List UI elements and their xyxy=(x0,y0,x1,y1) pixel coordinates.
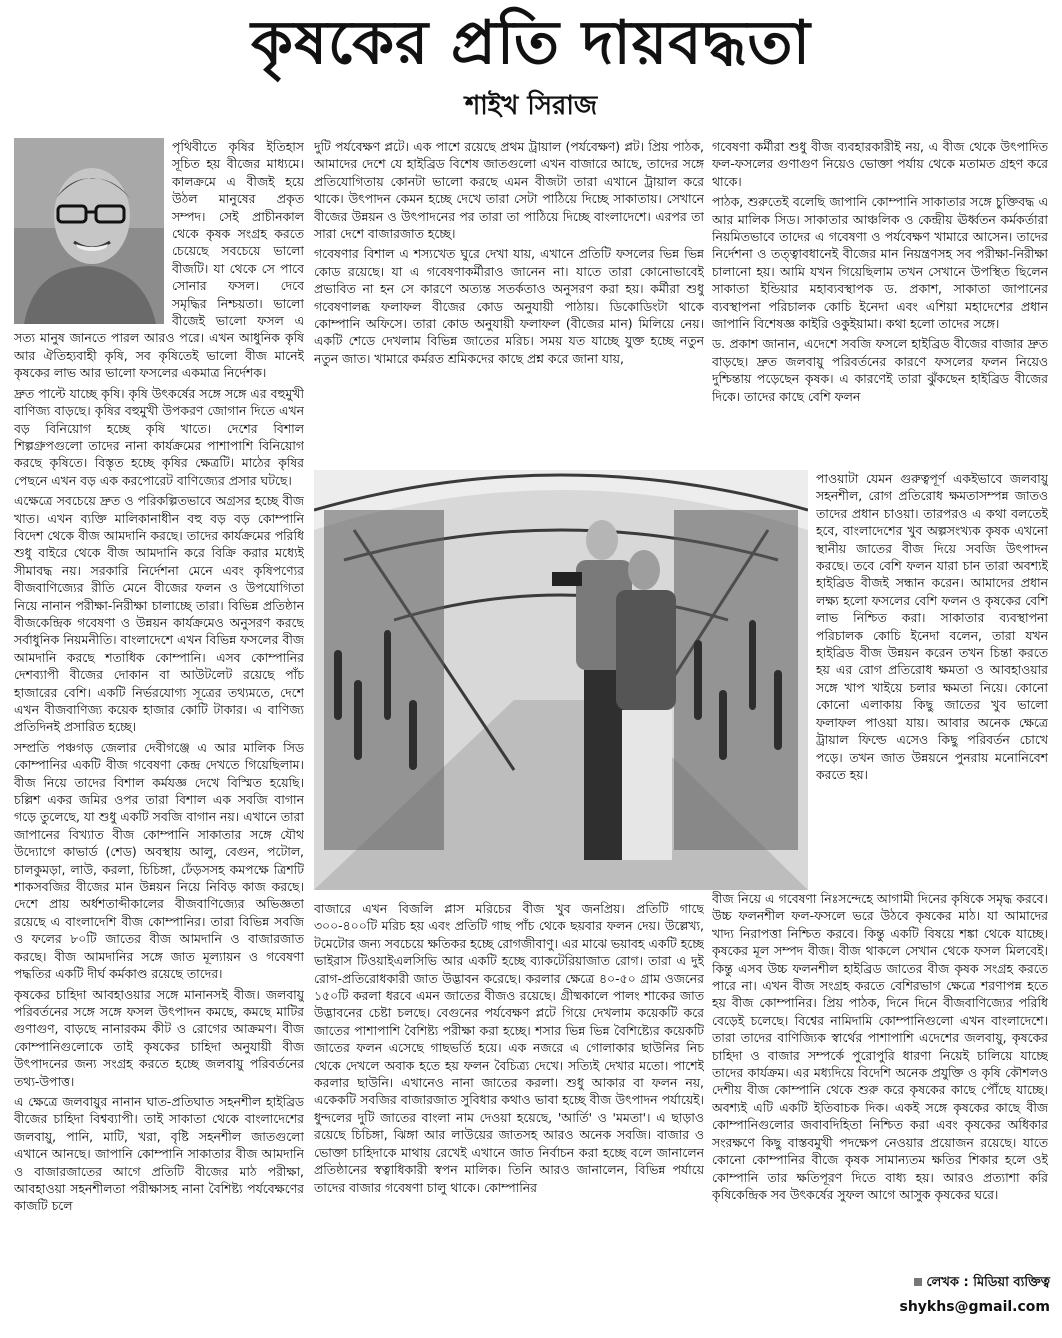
column-2-bottom xyxy=(314,900,704,1320)
column-3-bottom xyxy=(712,890,1048,1270)
col2-paragraph: দুটি পর্যবেক্ষণ প্লটে। এক পাশে রয়েছে প্রথম ট্রায়াল (পর্যবেক্ষণ) প্লট। প্রিয় পাঠক, আমাদের দেশে যে হাইব্রিড বিশেষ জাতগুলো এখন বাজারে আছে, তাদের সঙ্গে প্রতিযোগিতায় কোনটা ভালো করছে এমন বীজটা তারা এখানে ট্রায়াল করে থাকে। উৎপাদন কেমন হচ্ছে দেখে তারা সেটা পাঠিয়ে দিচ্ছে সাকাতায়। সেখানে বীজের উন্নয়ন ও উৎপাদনের পর তারা তা পাঠিয়ে দিচ্ছে বাংলাদেশে। এরপর তা সারা দেশে বাজারজাত হচ্ছে। xyxy=(314,139,704,242)
col3b-paragraph: পাওয়াটা যেমন গুরুত্বপূর্ণ একইভাবে জলবায়ু সহনশীল, রোগ প্রতিরোধ ক্ষমতাসম্পন্ন জাতও তাদের প্রধান চাওয়া। তারপরও এ কথা বলতেই হবে, বাংলাদেশের খুব অল্পসংখ্যক কৃষক এখনো স্থানীয় জাতের বীজ দিয়ে সবজি উৎপাদন করছে। তবে বেশি ফলন যারা চান তারা অবশ্যই হাইব্রিড বীজই সন্ধান করেন। আমাদের প্রধান লক্ষ্য হলো ফসলের বেশি ফলন ও কৃষকের বেশি লাভ নিশ্চিত করা। সাকাতার ব্যবস্থাপনা পরিচালক কোচি ইনেদা বলেন, তারা যখন হাইব্রিড বীজ উন্নয়ন করেন তখন চিন্তা করতে হয় এর রোগ প্রতিরোধ ক্ষমতা ও আবহাওয়ার সঙ্গে খাপ খাইয়ে চলার ক্ষমতা নিয়ে। কোনো কোনো এলাকায় কিছু জাতের খুব ভালো ফলাফল পাওয়া যায়। আবার অনেক ক্ষেত্রে ট্রায়াল ফিল্ডে এসেও কিছু পরিবর্তন চোখে পড়ে। তখন জাত উন্নয়নে পুনরায় মনোনিবেশ করতে হয়। xyxy=(816,471,1048,782)
col1-paragraph: দ্রুত পাল্টে যাচ্ছে কৃষি। কৃষি উৎকর্ষের সঙ্গে সঙ্গে এর বহুমুখী বাণিজ্য বাড়ছে। কৃষির বহুমুখী উপকরণ জোগান দিতে এখন বড় বিনিয়োগ হচ্ছে কৃষি খাতে। দেশের বিশাল শিল্পগ্রুপগুলো তাদের নানা কার্যক্রমের পাশাপাশি বিনিয়োগ করছে কৃষিতে। বিস্তৃত হচ্ছে কৃষির ক্ষেত্রটি। মাঠের কৃষির পেছনে এখন বড় এক করপোরেট বাণিজ্যের প্রসার ঘটছে। xyxy=(14,385,304,488)
col3-paragraph: ড. প্রকাশ জানান, এদেশে সবজি ফসলে হাইব্রিড বীজের বাজার দ্রুত বাড়ছে। দ্রুত জলবায়ু পরিবর্তনের কারণে ফসলের ফলন নিয়েও দুশ্চিন্তায় পড়েছেন কৃষক। এ কারণেই তারা ঝুঁকছেন হাইব্রিড বীজের দিকে। তাদের কাছে বেশি ফলন xyxy=(712,336,1048,404)
col3-paragraph: গবেষণা কর্মীরা শুধু বীজ ব্যবহারকারীই নয়, এ বীজ থেকে উৎপাদিত ফল-ফসলের গুণাগুণ নিয়েও ভোক্তা পর্যায় থেকে মতামত গ্রহণ করে থাকে। xyxy=(712,139,1048,189)
col4-paragraph: বীজ নিয়ে এ গবেষণা নিঃসন্দেহে আগামী দিনের কৃষিকে সমৃদ্ধ করবে। উচ্চ ফলনশীল ফল-ফসলে ভরে উঠবে কৃষকের মাঠ। যা আমাদের খাদ্য নিরাপত্তা নিশ্চিত করবে। কিন্তু একটি বিষয়ে শঙ্কা থেকে যাচ্ছে। কৃষকের মূল সম্পদ বীজ। বীজ থাকলে সেখান থেকে ফসল মিলবেই। কিন্তু এসব উচ্চ ফলনশীল হাইব্রিড জাতের বীজ কৃষক সংগ্রহ করতে পারে না। এখন বীজ সংগ্রহ করতে বেশিরভাগ ক্ষেত্রে শরণাপন্ন হতে হয় বীজ কোম্পানির। প্রিয় পাঠক, দিনে দিনে বীজবাণিজ্যের পরিধি বেড়েই চলেছে। বিশ্বের নামিদামি কোম্পানিগুলো এখন বাংলাদেশে। তারা তাদের বাণিজ্যিক স্বার্থের পাশাপাশি এদেশের জলবায়ু, কৃষকের চাহিদা ও বাজার সম্পর্কে পুরোপুরি ধারণা নিয়েই চালিয়ে যাচ্ছে তাদের কার্যক্রম। এর মধ্যদিয়ে বিদেশি অনেক প্রযুক্তি ও কৃষি কৌশলও দেশীয় বীজ কোম্পানি থেকে শুরু করে কৃষকের কাছে পৌঁছে যাচ্ছে। অবশ্যই এটি একটি ইতিবাচক দিক। একই সঙ্গে কৃষকের কাছে বীজ কোম্পানিগুলোর জবাবদিহিতা নিশ্চিত করা এবং কৃষকের অধিকার সংরক্ষণে কিছু বাস্তবমুখী পদক্ষেপ নেওয়ার প্রয়োজন রয়েছে। যাতে কোনো কোম্পানির বীজে কৃষক সামান্যতম ক্ষতির শিকার হলে ওই কোম্পানি তার ক্ষতিপূরণ দিতে বাধ্য হয়। আরও প্রত্যাশা করি কৃষিকেন্দ্রিক সব উৎকর্ষের সুফল আগে আসুক কৃষকের ঘরে। xyxy=(712,891,1048,1202)
signature-text: লেখক : মিডিয়া ব্যক্তিত্ব xyxy=(926,1275,1050,1290)
author-portrait xyxy=(14,138,164,324)
col2-paragraph: গবেষণার বিশাল এ শস্যখেত ঘুরে দেখা যায়, এখানে প্রতিটি ফসলের ভিন্ন ভিন্ন কোড রয়েছে। যা এ গবেষণাকর্মীরাও জানেন না। যাতে তারা কোনোভাবেই প্রভাবিত না হন সে কারণে অত্যন্ত সতর্কতাও অনুসরণ করা হয়। কর্মীরা শুধু গবেষণালব্ধ ফলাফল বীজের কোড অনুযায়ী পাঠায়। ডিকোডিংটা থাকে কোম্পানি অফিসে। তারা কোড অনুযায়ী ফলাফল (বীজের মান) মিলিয়ে নেয়। একটি শেডে দেখলাম বিভিন্ন জাতের মরিচ। সময় যত যাচ্ছে যুক্ত হচ্ছে নতুন নতুন জাত। খামারে কর্মরত শ্রমিকদের কাছে প্রশ্ন করে জানা যায়, xyxy=(314,246,704,366)
column-3-top xyxy=(712,138,1048,468)
greenhouse-photo xyxy=(314,470,808,890)
author-email: shykhs@gmail.com xyxy=(899,1299,1050,1315)
column-1 xyxy=(14,138,304,1318)
col1-paragraph: সম্প্রতি পঞ্চগড় জেলার দেবীগঞ্জে এ আর মালিক সিড কোম্পানির একটি বীজ গবেষণা কেন্দ্র দেখতে গিয়েছিলাম। বীজ নিয়ে তাদের বিশাল কর্মযজ্ঞ দেখে বিস্মিত হয়েছি। চল্লিশ একর জমির ওপর তারা বিশাল এক সবজি বাগান গড়ে তুলেছে, যা শুধু একটি সবজি বাগান নয়। এখানে তারা জাপানের বিখ্যাত বীজ কোম্পানি সাকাতার সঙ্গে যৌথ উদ্যোগে কাভার্ড (শেড) অবস্থায় আলু, বেগুন, পটোল, চালকুমড়া, লাউ, করলা, চিচিঙ্গা, ঢেঁড়সসহ কমপক্ষে ত্রিশটি শাকসবজির বীজের মান উন্নয়ন নিয়ে নিবিড় কাজ করছে। দেশে প্রায় অর্ধশতাব্দীকালের বীজবাণিজ্যের অভিজ্ঞতা রয়েছে এ বাংলাদেশি বীজ কোম্পানির। তারা বিভিন্ন সবজি ও ফলের ৮০টি জাতের বীজ আমদানি ও বাজারজাত করছে। বীজ আমদানির সঙ্গে জাত মূল্যায়ন ও গবেষণা পদ্ধতির একটি দীর্ঘ কর্মকাণ্ড রয়েছে তাদের। xyxy=(14,739,304,982)
bullet-square-icon xyxy=(914,1278,922,1286)
author-signature xyxy=(870,1274,1050,1292)
portrait-image xyxy=(14,138,164,324)
column-3-middle xyxy=(816,470,1048,890)
col3-paragraph: পাঠক, শুরুতেই বলেছি জাপানি কোম্পানি সাকাতার সঙ্গে চুক্তিবদ্ধ এ আর মালিক সিড। সাকাতার আঞ্চলিক ও কেন্দ্রীয় ঊর্ধ্বতন কর্মকর্তারা নিয়মিতভাবে তাদের এ গবেষণা ও পর্যবেক্ষণ খামারে আসেন। তাদের নির্দেশনা ও তত্ত্বাবধানেই বীজের মান নিয়ন্ত্রণসহ সব পরীক্ষা-নিরীক্ষা চালানো হয়। আমি যখন গিয়েছিলাম তখন সেখানে উপস্থিত ছিলেন সাকাতা ইন্ডিয়ার মহাব্যবস্থাপক ড. প্রকাশ, সাকাতা জাপানের ব্যবস্থাপনা পরিচালক কোচি ইনেদা এবং এশিয়া মহাদেশের প্রধান জাপানি বিশেষজ্ঞ কাইরি ওকুইয়ামা। কথা হলো তাদের সঙ্গে। xyxy=(712,194,1048,332)
article-title: কৃষকের প্রতি দায়বদ্ধতা xyxy=(251,8,811,78)
column-2-top xyxy=(314,138,704,468)
col1-paragraph: এ ক্ষেত্রে জলবায়ুর নানান ঘাত-প্রতিঘাত সহনশীল হাইব্রিড বীজের চাহিদা বিশ্বব্যাপী। তাই সাকাতা থেকে বাংলাদেশের জলবায়ু, পানি, মাটি, খরা, বৃষ্টি সহনশীল জাতগুলো এখানে আনছে। জাপানি কোম্পানি সাকাতার বীজ আমদানি ও বাজারজাতের আগে প্রতিটি বীজের মাঠ পরীক্ষা, আবহাওয়া সহনশীলতা পরীক্ষাসহ নানা বৈশিষ্ট্য পর্যবেক্ষণের কাজটি চলে xyxy=(14,1093,304,1214)
col1-paragraph: পৃথিবীতে কৃষির ইতিহাস সূচিত হয় বীজের মাধ্যমে। কালক্রমে এ বীজই হয়ে উঠল মানুষের প্রকৃত সম্পদ। সেই প্রাচীনকাল থেকে কৃষক সংগ্রহ করতে চেয়েছে সবচেয়ে ভালো বীজটি। যা থেকে সে পাবে সোনার ফসল। দেবে সমৃদ্ধির নিশ্চয়তা। ভালো বীজেই ভালো ফসল এ সত্য মানুষ জানতে পারল আরও পরে। এখন আধুনিক কৃষি আর ঐতিহ্যবাহী কৃষি, সব কৃষিতেই ভালো বীজ মানেই কৃষকের লাভ আর ভালো ফসলের একমাত্র নির্দেশক। xyxy=(14,139,304,381)
col2b-paragraph: বাজারে এখন বিজলি প্লাস মরিচের বীজ খুব জনপ্রিয়। প্রতিটি গাছে ৩০০-৪০০টি মরিচ হয় এবং প্রতিটি গাছ পাঁচ থেকে ছয়বার ফলন দেয়। উল্লেখ্য, টমেটোর জন্য সবচেয়ে ক্ষতিকর হচ্ছে রোগজীবাণু। এর মাঝে ভয়াবহ একটি হচ্ছে ভাইরাস টিওয়াইএলসিভি আর একটি হচ্ছে ব্যাকটেরিয়াজাত রোগ। তারা এ দুই রোগ-প্রতিরোধকারী জাত উদ্ভাবন করেছে। করলার ক্ষেত্রে ৪০-৫০ গ্রাম ওজনের ১৫০টি করলা ধরবে এমন জাতের বীজও রয়েছে। গ্রীষ্মকালে পালং শাকের জাত উদ্ভাবনের চেষ্টা চলছে। বেগুনের পর্যবেক্ষণ প্লটে গিয়ে দেখলাম কয়েকটি করে জাতের পাশাপাশি বৈশিষ্ট্য পরীক্ষা করা হচ্ছে। শসার ভিন্ন ভিন্ন বৈশিষ্ট্যের কয়েকটি জাতের ফলন এসেছে গাছভর্তি হয়ে। এক নজরে এ গোলাকার ছাউনির নিচ থেকে দেখলে অবাক হতে হয় ফলন বৈচিত্র্য দেখে। সত্যিই দেখার মতো। পাশেই করলার ছাউনি। এখানেও নানা জাতের করলা। শুধু আকার বা ফলন নয়, একেকটি সবজির বাজারজাত সুবিধার কথাও ভাবা হচ্ছে বীজ উৎপাদন পর্যায়েই। ধুন্দলের দুটি জাতের বাংলা নাম দেওয়া হয়েছে, 'আর্তি' ও 'মমতা'। এ ছাড়াও রয়েছে চিচিঙ্গা, ঝিঙ্গা আর লাউয়ের জাতসহ আরও অনেক সবজি। বাজার ও ভোক্তা চাহিদাকে মাথায় রেখেই এখানে জাত নির্বাচন করা হচ্ছে বলে জানালেন প্রতিষ্ঠানের স্বত্বাধিকারী স্বপন মালিক। তিনি আরও জানালেন, বিভিন্ন পর্যায়ে তাদের বাজার গবেষণা চালু থাকে। কোম্পানির xyxy=(314,901,704,1195)
greenhouse-photo-image xyxy=(314,470,808,890)
author-byline: শাইখ সিরাজ xyxy=(464,91,598,121)
col1-paragraph: এক্ষেত্রে সবচেয়ে দ্রুত ও পরিকল্পিতভাবে অগ্রসর হচ্ছে বীজ খাত। এখন ব্যক্তি মালিকানাধীন বহু বড় বড় কোম্পানি বিদেশ থেকে বীজ আমদানি করছে। তাদের কার্যক্রমের পরিধি শুধু বাইরে থেকে বীজ আমদানি করে বিক্রি করার মধ্যেই সীমাবদ্ধ নয়। সরকারি নির্দেশনা মেনে এবং কৃষিপণ্যের বীজবাণিজ্যের রীতি মেনে বীজের ফলন ও উপযোগিতা নিয়ে নানান পরীক্ষা-নিরীক্ষা চালাচ্ছে তারা। বিভিন্ন প্রতিষ্ঠান বীজকেন্দ্রিক গবেষণা ও উন্নয়ন কার্যক্রমেও অনুসরণ করছে সর্বাধুনিক নিয়মনীতি। বাংলাদেশে এখন বিভিন্ন ফসলের বীজ আমদানি করছে শতাধিক কোম্পানি। এসব কোম্পানির দেশব্যাপী বীজের দোকান বা আউটলেট রয়েছে পাঁচ হাজারের বেশি। একটি নির্ভরযোগ্য সূত্রের তথ্যমতে, দেশে এখন বীজবাণিজ্য কয়েক হাজার কোটি টাকার। এ বাণিজ্য প্রতিদিনই প্রসারিত হচ্ছে। xyxy=(14,493,304,735)
col1-paragraph: কৃষকের চাহিদা আবহাওয়ার সঙ্গে মানানসই বীজ। জলবায়ু পরিবর্তনের সঙ্গে সঙ্গে ফসল উৎপাদন কমছে, কমছে মাটির গুণাগুণ, বাড়ছে নানারকম কীট ও রোগের আক্রমণ। বীজ কোম্পানিগুলোকে তাই কৃষকের চাহিদা অনুযায়ী বীজ উৎপাদনের জন্য সংগ্রহ করতে হচ্ছে জলবায়ু পরিবর্তনের তথ্য-উপাত্ত। xyxy=(14,986,304,1089)
